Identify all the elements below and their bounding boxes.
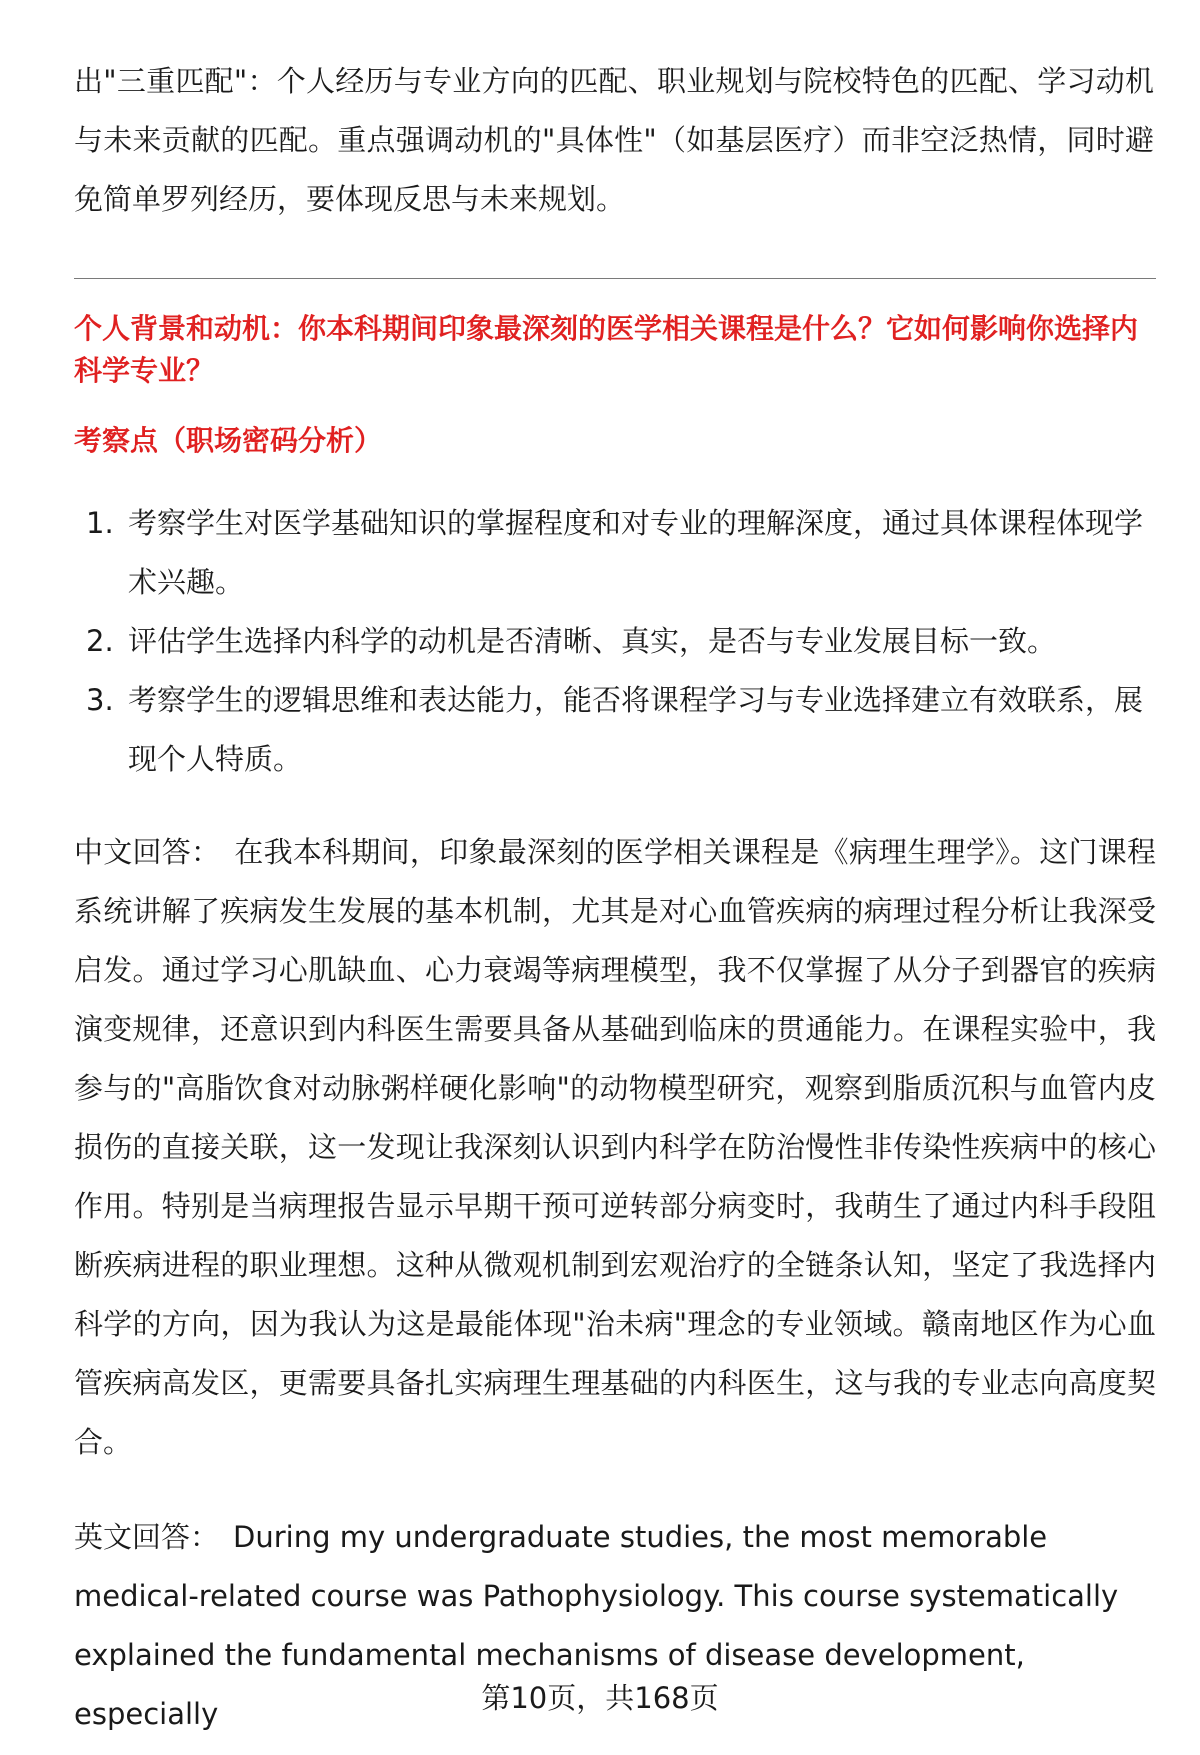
list-item-text: 评估学生选择内科学的动机是否清晰、真实，是否与专业发展目标一致。 (128, 624, 1057, 658)
chinese-answer-paragraph (74, 823, 1156, 1472)
list-item (74, 671, 1154, 789)
list-item-number: 2. (86, 624, 114, 658)
chinese-answer-text: 在我本科期间，印象最深刻的医学相关课程是《病理生理学》。这门课程系统讲解了疾病发生发展的基本机制，尤其是对心血管疾病的病理过程分析让我深受启发。通过学习心肌缺血、心力衰竭等病理模型，我不仅掌握了从分子到器官的疾病演变规律，还意识到内科医生需要具备从基础到临床的贯通能力。在课程实验中，我参与的"高脂饮食对动脉粥样硬化影响"的动物模型研究，观察到脂质沉积与血管内皮损伤的直接关联，这一发现让我深刻认识到内科学在防治慢性非传染性疾病中的核心作用。特别是当病理报告显示早期干预可逆转部分病变时，我萌生了通过内科手段阻断疾病进程的职业理想。这种从微观机制到宏观治疗的全链条认知，坚定了我选择内科学的方向，因为我认为这是最能体现"治未病"理念的专业领域。赣南地区作为心血管疾病高发区，更需要具备扎实病理生理基础的内科医生，这与我的专业志向高度契合。 (74, 835, 1156, 1459)
assessment-points-list (74, 494, 1154, 789)
english-answer-text: During my undergraduate studies, the most memorable medical-related course was Pathophysiology. This course systematically explained the fundamental mechanisms of disease development, especially (74, 1520, 1119, 1731)
list-item (74, 612, 1154, 671)
intro-paragraph: 出"三重匹配"：个人经历与专业方向的匹配、职业规划与院校特色的匹配、学习动机与未来贡献的匹配。重点强调动机的"具体性"（如基层医疗）而非空泛热情，同时避免简单罗列经历，要体现反思与未来规划。 (74, 64, 1154, 216)
list-item-number: 3. (86, 683, 114, 717)
question-heading: 个人背景和动机：你本科期间印象最深刻的医学相关课程是什么？它如何影响你选择内科学专业？ (74, 312, 1139, 387)
list-item-text: 考察学生对医学基础知识的掌握程度和对专业的理解深度，通过具体课程体现学术兴趣。 (128, 506, 1144, 599)
section-divider (74, 278, 1156, 279)
chinese-answer-label: 中文回答： (74, 835, 221, 869)
english-answer-label: 英文回答： (74, 1520, 220, 1554)
list-item (74, 494, 1154, 612)
page-number-footer: 第10页，共168页 (481, 1681, 719, 1715)
list-item-number: 1. (86, 506, 114, 540)
assessment-points-heading: 考察点（职场密码分析） (74, 424, 383, 457)
list-item-text: 考察学生的逻辑思维和表达能力，能否将课程学习与专业选择建立有效联系，展现个人特质。 (128, 683, 1144, 776)
